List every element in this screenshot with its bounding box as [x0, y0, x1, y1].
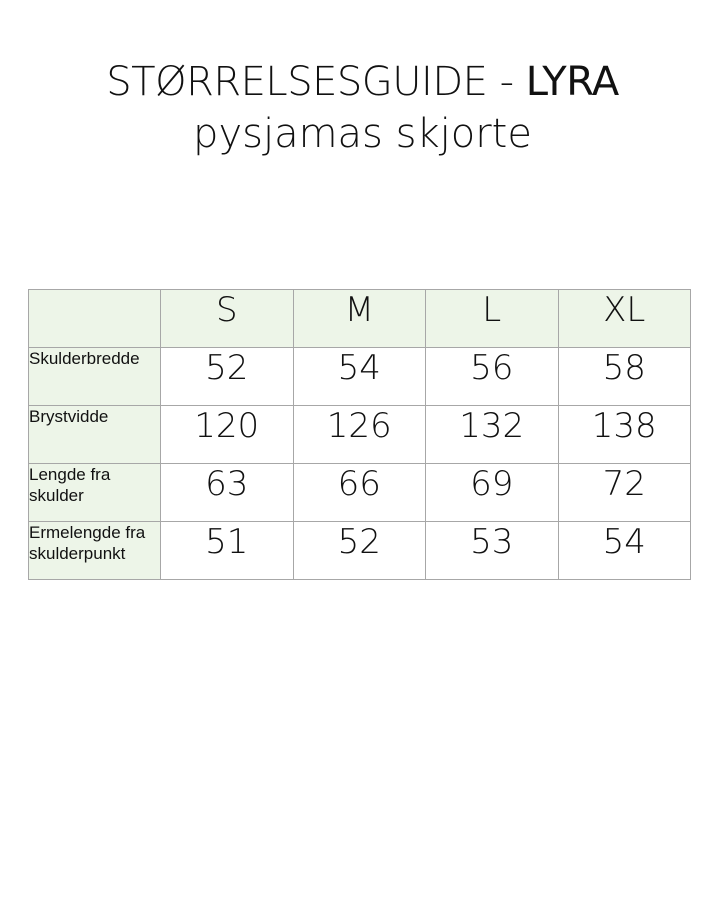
size-table: [28, 289, 691, 580]
value-cell: 54: [293, 348, 426, 406]
value-cell: 56: [426, 348, 559, 406]
row-label-brystvidde: Brystvidde: [29, 406, 161, 464]
value-cell: 54: [558, 522, 691, 580]
size-header-m: M: [293, 290, 426, 348]
value-cell: 66: [293, 464, 426, 522]
title-prefix: STØRRELSESGUIDE -: [106, 59, 526, 105]
value-cell: 52: [161, 348, 294, 406]
header-row: [29, 290, 691, 348]
value-cell: 132: [426, 406, 559, 464]
value-cell: 120: [161, 406, 294, 464]
size-header-xl: XL: [558, 290, 691, 348]
row-label-lengde-fra-skulder: Lengde fra skulder: [29, 464, 161, 522]
value-cell: 138: [558, 406, 691, 464]
value-cell: 52: [293, 522, 426, 580]
size-header-s: S: [161, 290, 294, 348]
title-brand: LYRA: [525, 59, 619, 105]
value-cell: 72: [558, 464, 691, 522]
table-row: [29, 348, 691, 406]
value-cell: 63: [161, 464, 294, 522]
title-heading: [0, 56, 725, 108]
header-corner-cell: [29, 290, 161, 348]
table-row: [29, 464, 691, 522]
table-row: [29, 522, 691, 580]
value-cell: 69: [426, 464, 559, 522]
row-label-ermelengde-fra-skulderpunkt: Ermelengde fra skulderpunkt: [29, 522, 161, 580]
size-header-l: L: [426, 290, 559, 348]
table-row: [29, 406, 691, 464]
value-cell: 51: [161, 522, 294, 580]
value-cell: 53: [426, 522, 559, 580]
value-cell: 58: [558, 348, 691, 406]
page-title: [0, 56, 725, 160]
value-cell: 126: [293, 406, 426, 464]
row-label-skulderbredde: Skulderbredde: [29, 348, 161, 406]
title-subtitle: pysjamas skjorte: [193, 111, 532, 157]
